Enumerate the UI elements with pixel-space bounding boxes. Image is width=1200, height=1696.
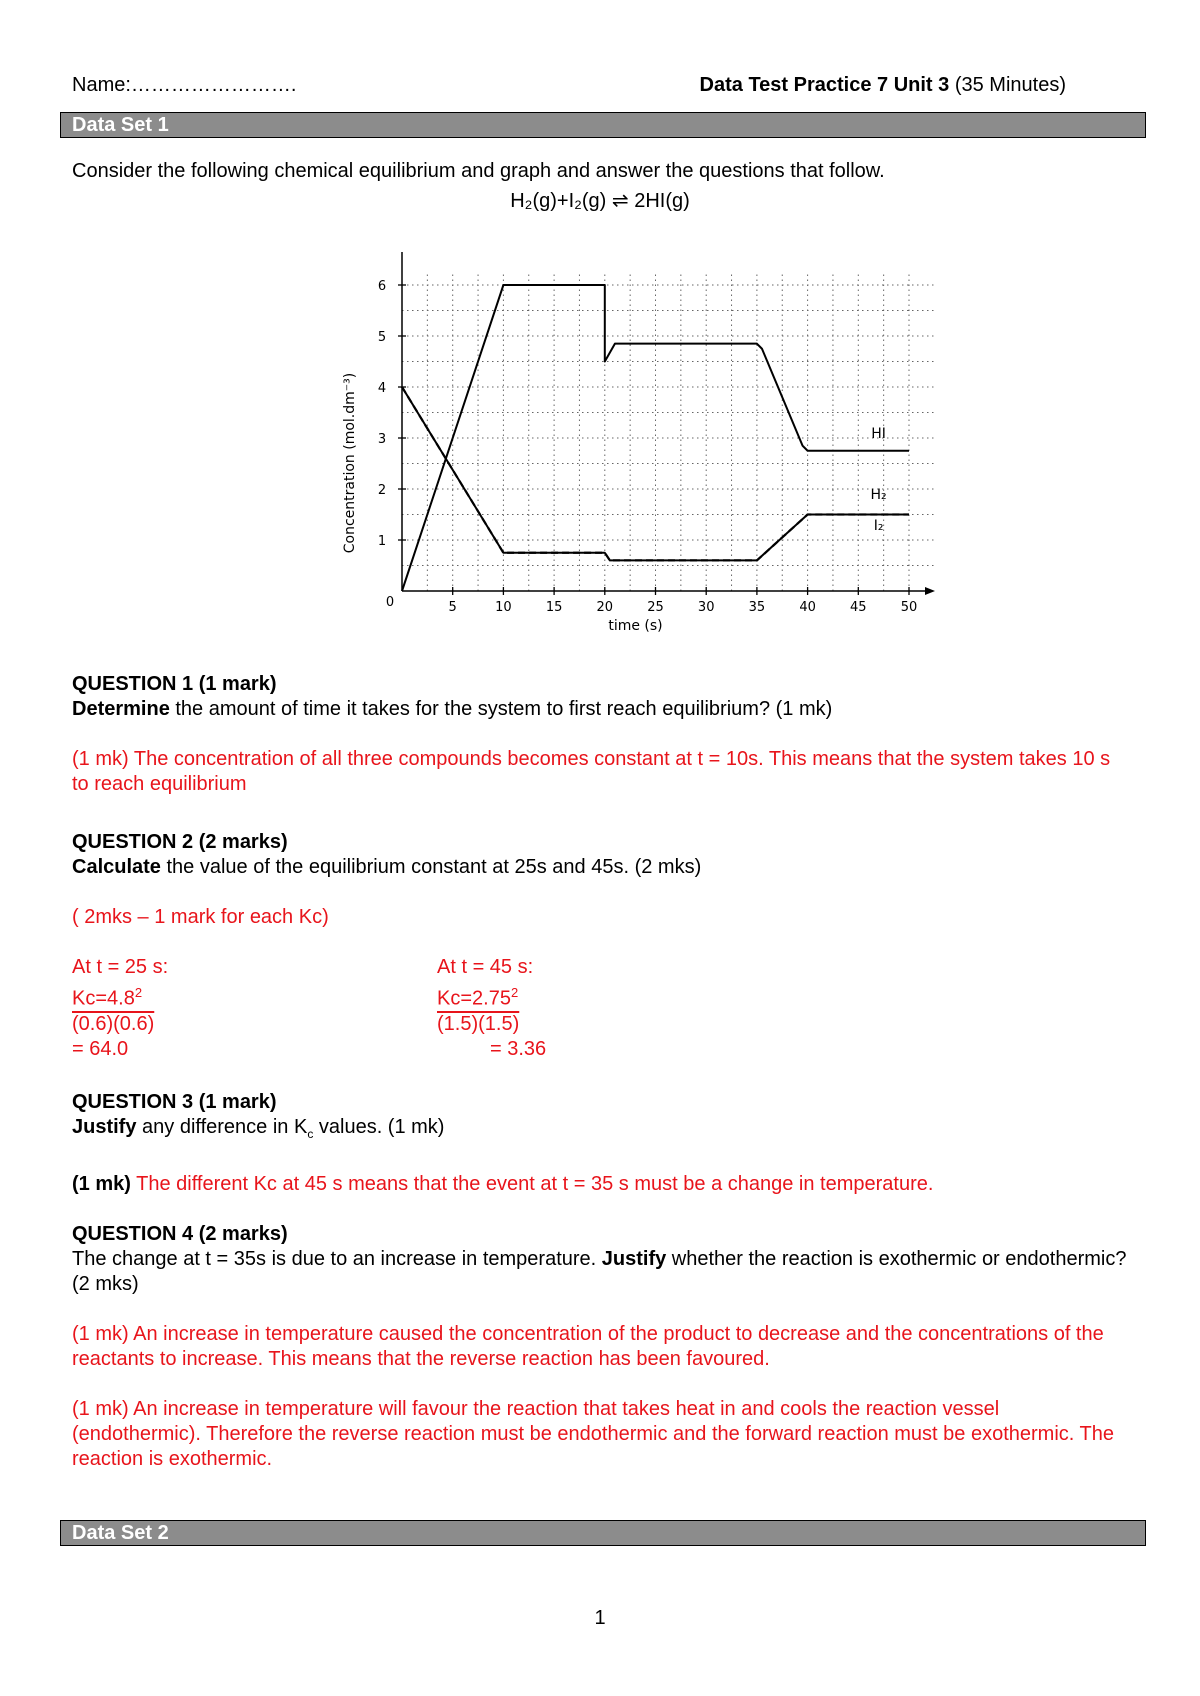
y-tick-label: 6: [377, 279, 387, 294]
x-tick-label: 5: [448, 600, 457, 615]
question-3-prompt-a: any difference in K: [136, 1116, 308, 1138]
question-3-subscript: c: [307, 1127, 314, 1141]
question-3-answer: [72, 1172, 1132, 1197]
question-2-marking: ( 2mks – 1 mark for each Kc): [72, 906, 329, 928]
series-label-0: HI: [871, 426, 886, 442]
kc-25s-working: [72, 955, 168, 1062]
kc-45s-working: [437, 955, 546, 1062]
x-tick-label: 30: [697, 600, 715, 615]
y-tick-label: 3: [377, 432, 387, 447]
kc-45s-denominator: (1.5)(1.5): [437, 1012, 520, 1035]
kc-45s-exponent: 2: [510, 985, 519, 1000]
question-1-prompt-text: the amount of time it takes for the system to first reach equilibrium? (1 mk): [169, 698, 833, 720]
x-tick-label: 35: [748, 600, 766, 615]
equilibrium-equation: H₂(g)+I₂(g) ⇌ 2HI(g): [510, 190, 690, 212]
x-tick-label: 50: [900, 600, 918, 615]
kc-25s-heading: At t = 25 s:: [72, 956, 169, 978]
x-tick-label: 20: [596, 600, 614, 615]
y-tick-label: 1: [377, 534, 387, 549]
series-label-2: I₂: [873, 517, 884, 534]
kc-45s-base: Kc=2.75: [437, 987, 511, 1010]
x-axis-arrow: [925, 587, 935, 595]
name-field-label: Name:…………………….: [72, 74, 297, 96]
y-tick-label: 4: [377, 381, 387, 396]
data-set-2-label: Data Set 2: [72, 1522, 169, 1544]
question-4-prompt: [72, 1247, 1132, 1297]
data-set-1-label: Data Set 1: [72, 114, 169, 136]
series-label-1: H₂: [870, 487, 887, 504]
document-title-duration: (35 Minutes): [949, 74, 1066, 96]
question-3-prompt-b: values. (1 mk): [313, 1116, 445, 1138]
intro-text: Consider the following chemical equilibrium and graph and answer the questions that follow.: [72, 160, 885, 182]
question-3-verb: Justify: [72, 1116, 137, 1138]
x-tick-label: 15: [545, 600, 563, 615]
question-2: [72, 830, 1132, 1060]
question-3-answer-mark: (1 mk): [72, 1173, 131, 1195]
x-tick-label: 45: [850, 600, 867, 615]
question-4-answer-1: (1 mk) An increase in temperature caused the concentration of the product to decrease and the concentrations of the reactants to increase. This means that the reverse reaction has been favoured.: [72, 1323, 1104, 1370]
question-2-prompt: [72, 855, 1132, 880]
question-3-title: QUESTION 3 (1 mark): [72, 1091, 277, 1113]
question-4-prompt-b: whether the reaction is exothermic or endothermic? (2 mks): [72, 1248, 1127, 1295]
series-line-1: [402, 387, 909, 560]
kc-25s-base: Kc=4.8: [72, 987, 135, 1010]
question-4-prompt-a: The change at t = 35s is due to an increase in temperature.: [72, 1248, 602, 1270]
data-set-1-bar: [60, 112, 1146, 138]
question-1: [72, 672, 1132, 797]
document-title-bold: Data Test Practice 7 Unit 3: [699, 74, 950, 96]
question-4: [72, 1222, 1132, 1472]
chart-svg: [330, 252, 950, 647]
x-tick-label: 40: [799, 600, 816, 615]
page-number: 1: [594, 1607, 606, 1629]
equilibrium-chart: [330, 252, 950, 647]
kc-25s-numerator: [72, 980, 168, 1012]
question-4-title: QUESTION 4 (2 marks): [72, 1223, 288, 1245]
x-tick-label: 10: [495, 600, 512, 615]
data-set-2-bar: [60, 1520, 1146, 1546]
question-3: [72, 1090, 1132, 1197]
x-tick-label: 25: [647, 600, 664, 615]
question-1-prompt: [72, 697, 1132, 722]
question-1-verb: Determine: [72, 698, 170, 720]
y-axis-label: Concentration (mol.dm⁻³): [342, 372, 358, 554]
document-title: [700, 74, 1066, 97]
kc-45s-heading: At t = 45 s:: [437, 956, 534, 978]
kc-25s-result: = 64.0: [72, 1037, 129, 1060]
origin-label: 0: [385, 595, 395, 610]
question-3-prompt: [72, 1115, 1132, 1147]
question-2-working: [72, 955, 1132, 1060]
question-3-answer-text: The different Kc at 45 s means that the event at t = 35 s must be a change in temperature.: [130, 1173, 934, 1195]
kc-25s-denominator: (0.6)(0.6): [72, 1012, 155, 1035]
y-tick-label: 5: [377, 330, 387, 345]
question-2-title: QUESTION 2 (2 marks): [72, 831, 288, 853]
kc-45s-result: = 3.36: [490, 1037, 547, 1060]
question-2-prompt-text: the value of the equilibrium constant at 25s and 45s. (2 mks): [160, 856, 702, 878]
question-2-verb: Calculate: [72, 856, 161, 878]
question-1-answer: (1 mk) The concentration of all three compounds becomes constant at t = 10s. This means that the system takes 10 s to reach equilibrium: [72, 748, 1111, 795]
y-tick-label: 2: [377, 483, 387, 498]
question-4-answer-2: (1 mk) An increase in temperature will favour the reaction that takes heat in and cools the reaction vessel (endothermic). Therefore the reverse reaction must be endothermic and the forward reaction must be exothermic. The reaction is exothermic.: [72, 1398, 1114, 1470]
series-line-2: [402, 387, 909, 560]
question-4-verb: Justify: [601, 1248, 667, 1270]
x-axis-label: time (s): [608, 618, 663, 634]
kc-25s-exponent: 2: [134, 985, 143, 1000]
question-1-title: QUESTION 1 (1 mark): [72, 673, 277, 695]
kc-45s-numerator: [437, 980, 546, 1012]
